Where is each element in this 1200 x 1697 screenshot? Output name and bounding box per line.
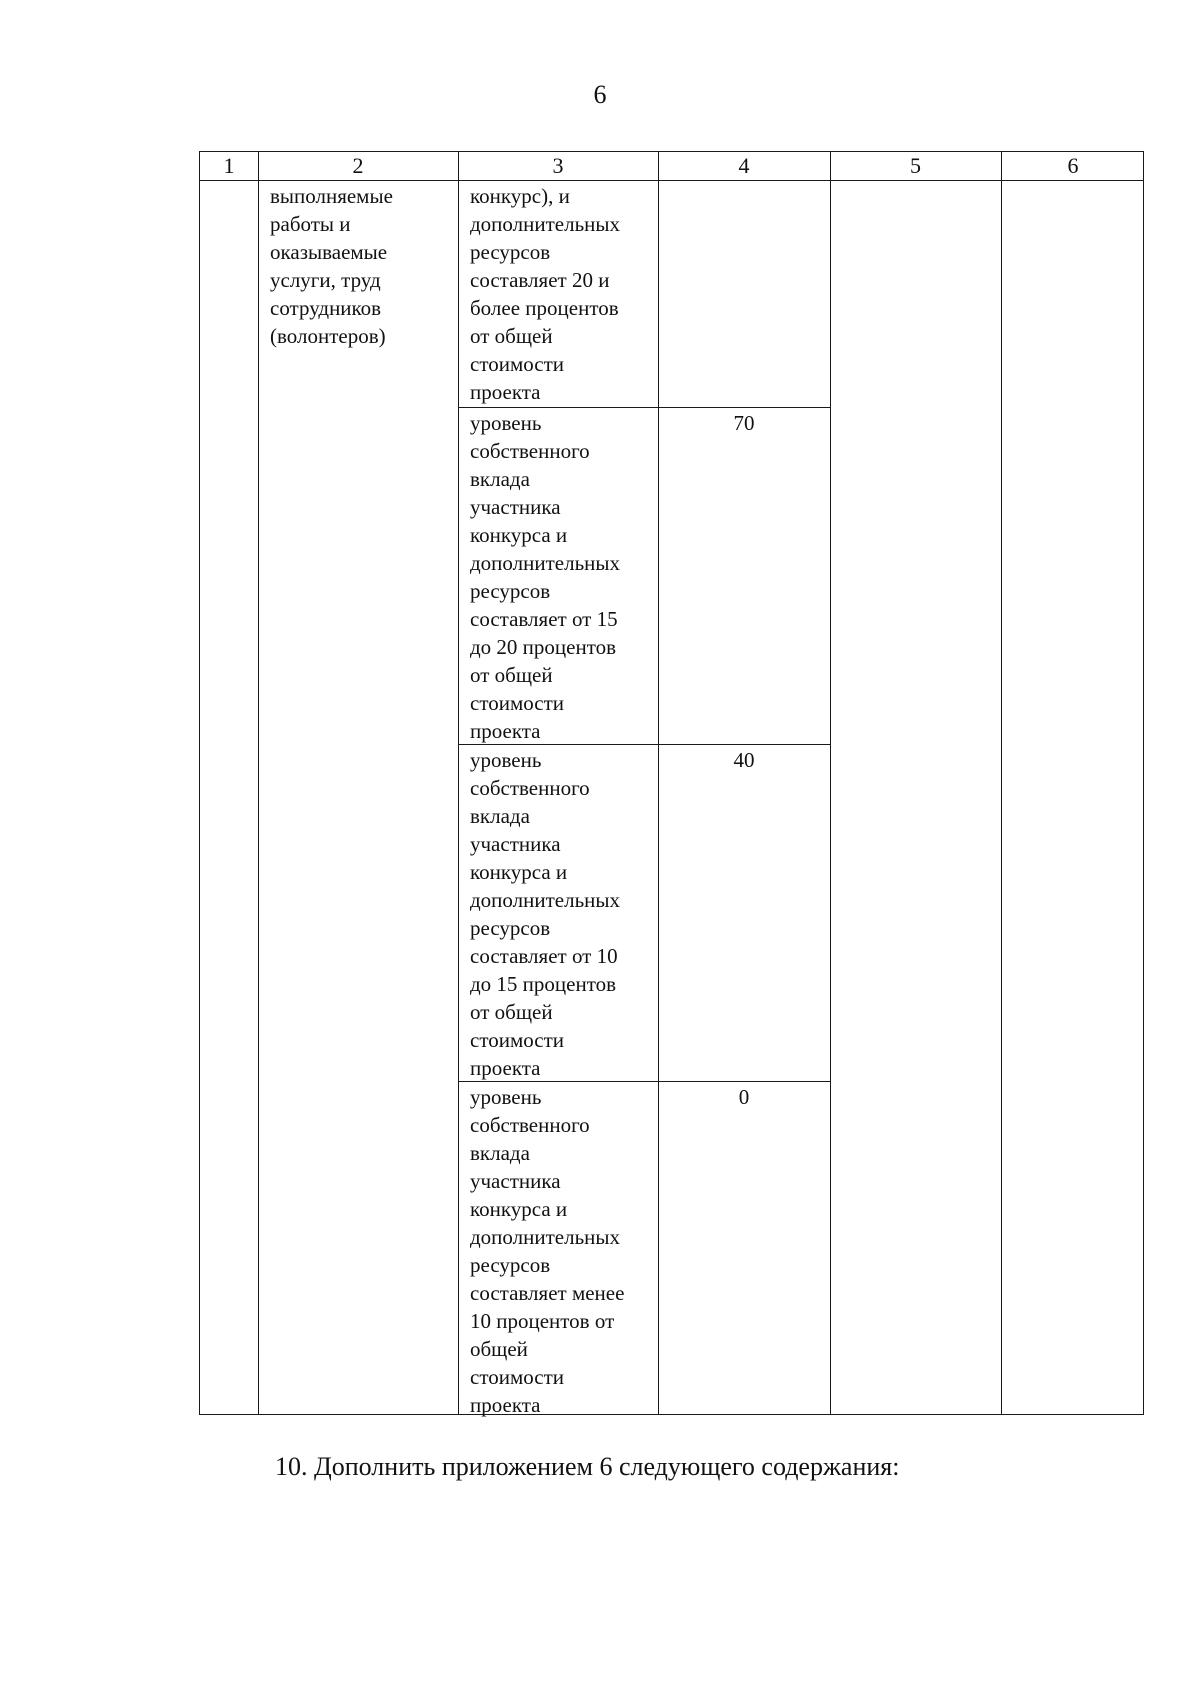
criterion-text: уровень собственного вклада участника конкурса и дополнительных ресурсов составляет от 10 до 15 процентов от общей стоимости проекта <box>470 748 621 1080</box>
column-divider <box>1001 152 1002 1414</box>
criterion-text: уровень собственного вклада участника конкурса и дополнительных ресурсов составляет менее 10 процентов от общей стоимости проекта <box>470 1085 625 1417</box>
column-divider <box>458 152 459 1414</box>
header-cell-6: 6 <box>1067 153 1079 178</box>
header-cell-2: 2 <box>352 153 364 178</box>
score-value: 40 <box>733 748 755 772</box>
resource-description: выполняемые работы и оказываемые услуги, труд сотрудников (волонтеров) <box>270 184 393 348</box>
criterion-text: уровень собственного вклада участника конкурса и дополнительных ресурсов составляет от 15 до 20 процентов от общей стоимости проекта <box>470 411 621 743</box>
column-divider <box>258 152 259 1414</box>
score-value: 0 <box>738 1085 750 1109</box>
amendment-paragraph: 10. Дополнить приложением 6 следующего содержания: <box>275 1452 900 1481</box>
row-divider <box>458 407 830 408</box>
header-cell-1: 1 <box>223 153 235 178</box>
header-cell-3: 3 <box>552 153 564 178</box>
criterion-text: конкурс), и дополнительных ресурсов составляет 20 и более процентов от общей стоимости проекта <box>470 184 621 404</box>
criteria-table <box>199 151 1144 1415</box>
header-cell-4: 4 <box>738 153 750 178</box>
header-divider <box>200 180 1143 181</box>
column-divider <box>830 152 831 1414</box>
header-cell-5: 5 <box>910 153 921 178</box>
page-number: 6 <box>593 80 607 109</box>
column-divider <box>658 152 659 1414</box>
score-value: 70 <box>733 411 755 435</box>
